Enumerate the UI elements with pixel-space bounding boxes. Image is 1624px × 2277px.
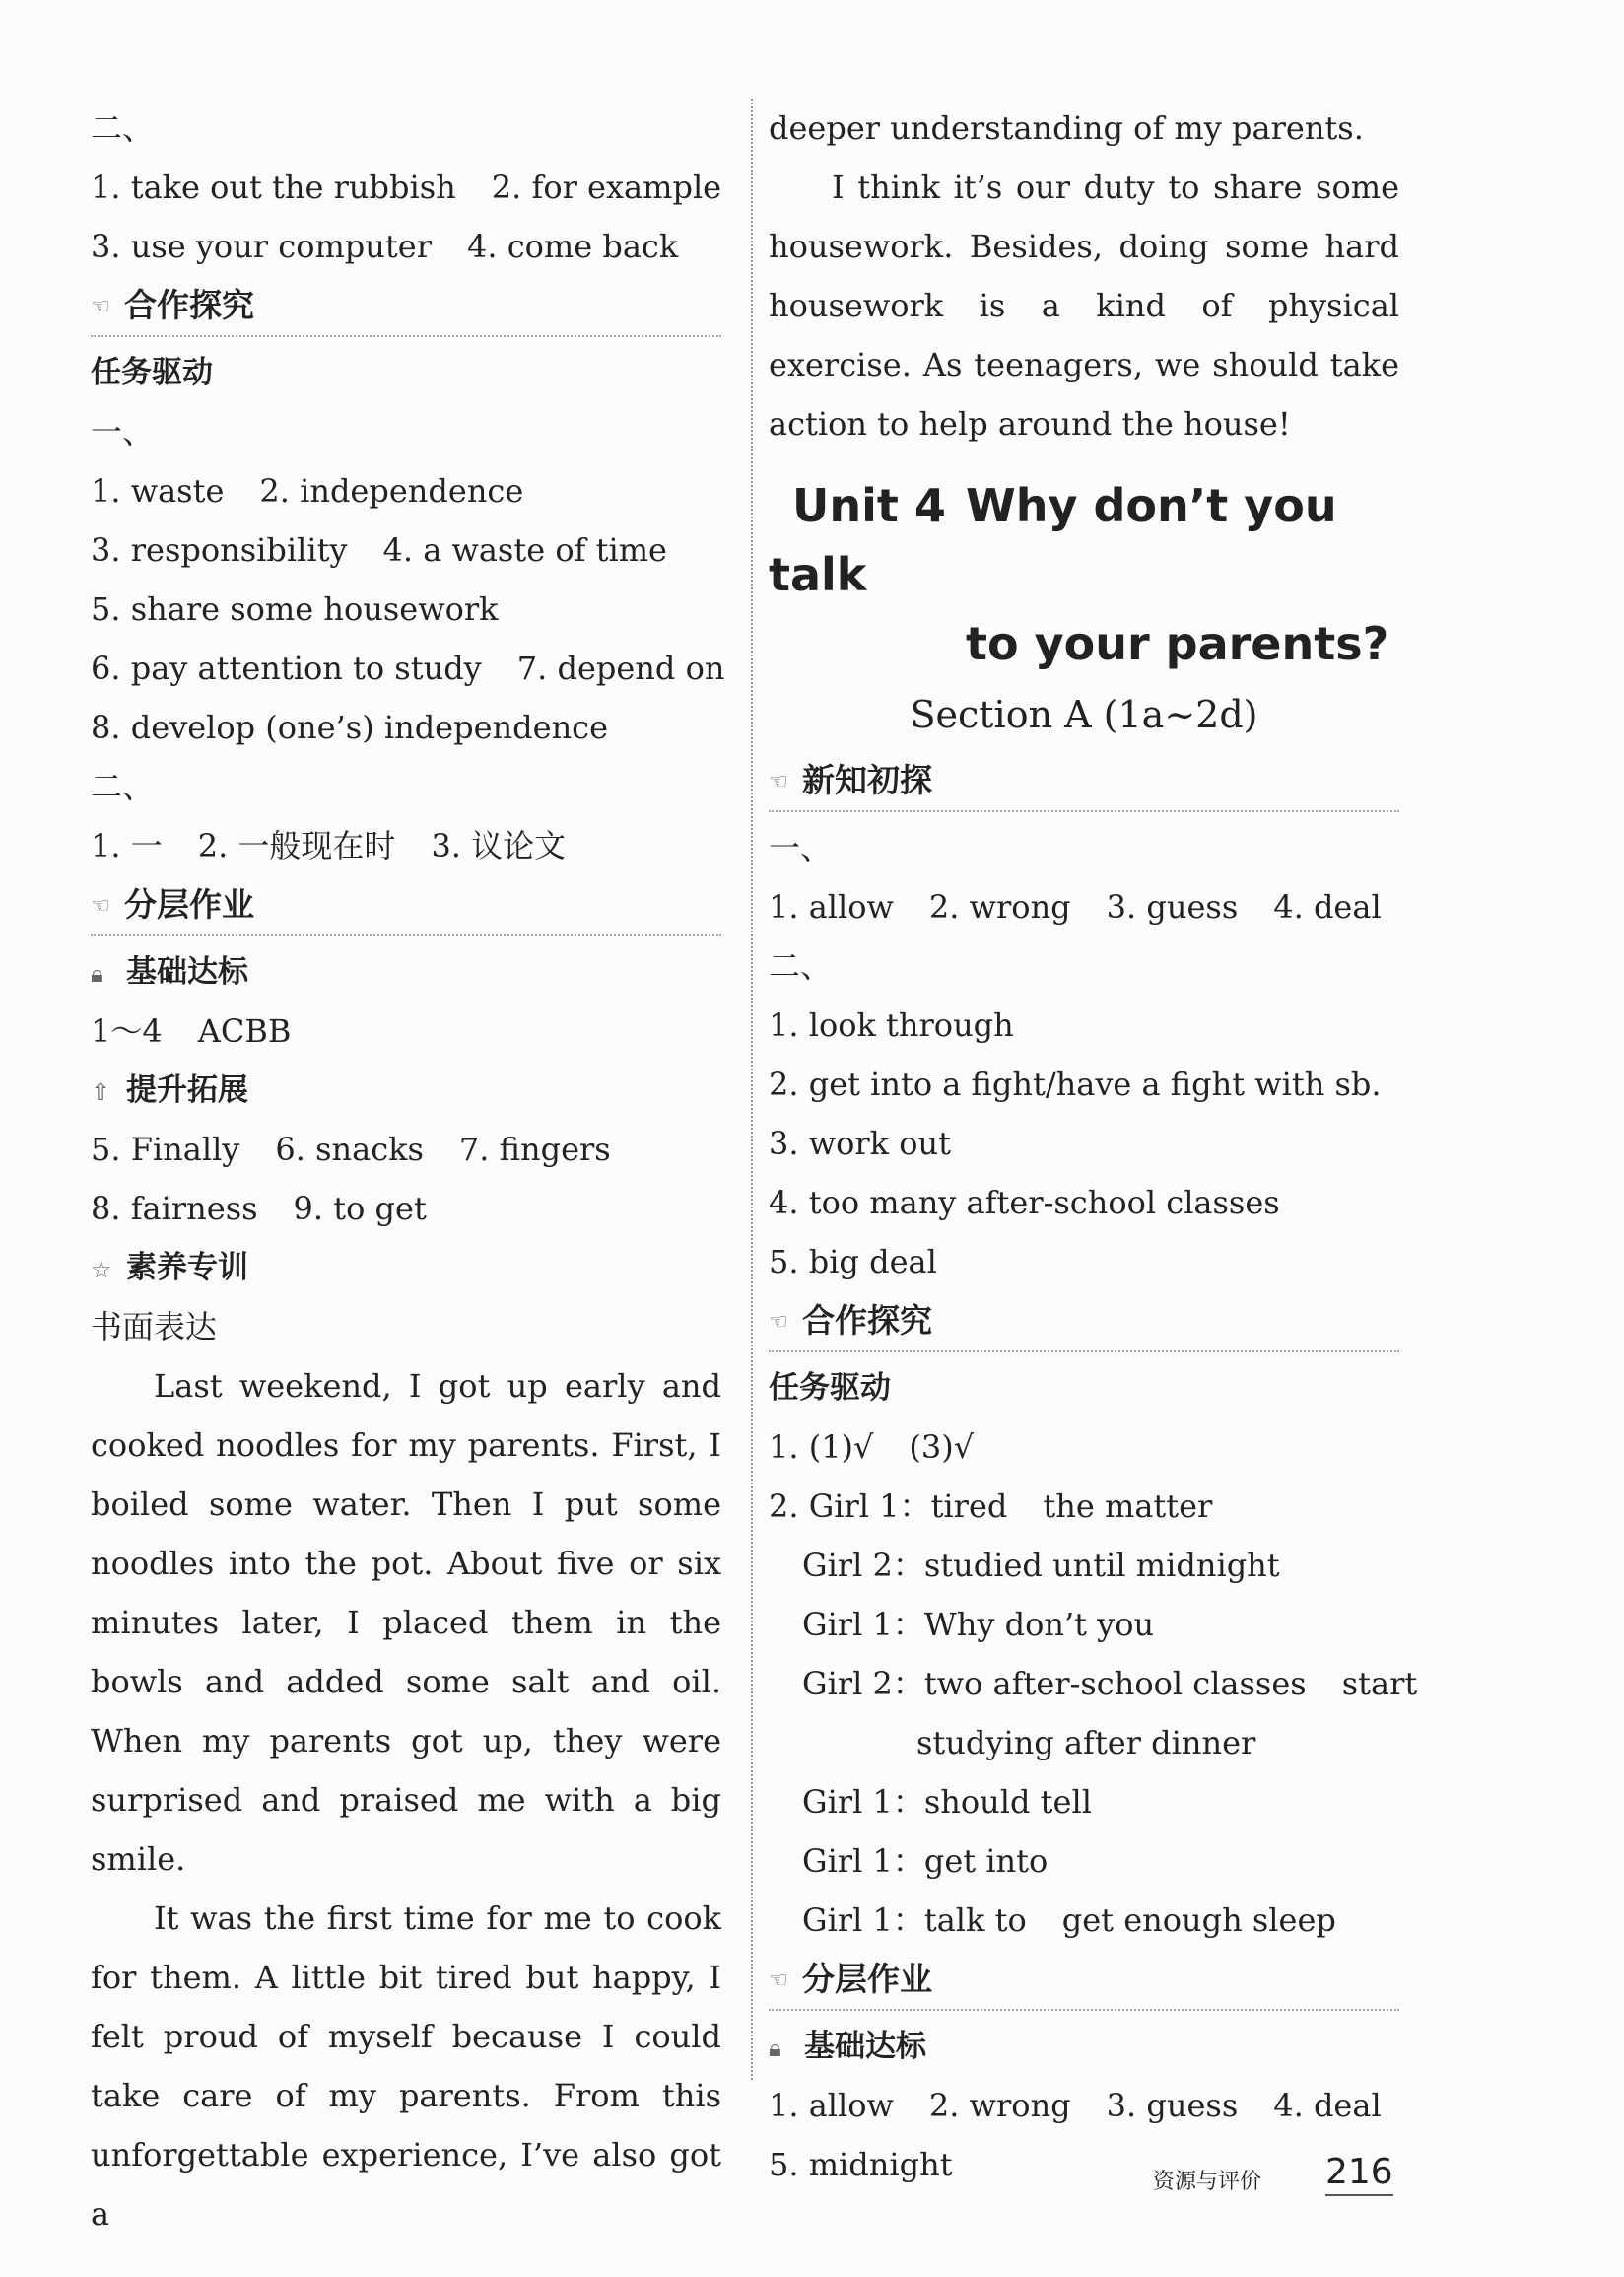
essay-paragraph: It was the first time for me to cook for them. A little bit tired but happy, I felt proud of myself because I could take care of my parents. From this unforgettable experience, I’ve also got a [91, 1899, 721, 2233]
essay-paragraph: Last weekend, I got up early and cooked noodles for my parents. First, I boiled some water. Then I put some noodles into the pot. About five or six minutes later, I placed them in the bowls and added some salt and oil. When my parents got up, they were surprised and praised me with a big smile. [91, 1367, 721, 1878]
answer-line: 5. midnight [769, 2146, 953, 2183]
star-icon: ☆ [91, 1256, 112, 1283]
heading-two: 二、 [91, 768, 155, 805]
answer-line: 5. big deal [769, 1243, 937, 1280]
answer-line: 1. look through [769, 1006, 1014, 1044]
answer-line: 1. waste 2. independence [91, 472, 524, 510]
section-title: Section A (1a~2d) [910, 693, 1258, 736]
dialogue-line: Girl 2：studied until midnight [802, 1547, 1280, 1584]
column-divider [751, 99, 753, 2080]
unit-title: Unit 4 Why don’t you talk to your parents? [769, 479, 1389, 670]
answer-line: 4. too many after-school classes [769, 1184, 1280, 1221]
hand-icon: ☜ [769, 769, 788, 794]
section-heading: ☜ 新知初探 [769, 751, 1399, 812]
lock-icon: 🔒︎ [769, 2035, 781, 2062]
answer-line: 8. develop (one’s) independence [91, 709, 609, 746]
essay-paragraph: I think it’s our duty to share some housework. Besides, doing some hard housework is a kind of physical exercise. As teenagers, we should take action to help around the house! [769, 169, 1399, 443]
answer-line: 3. work out [769, 1125, 951, 1162]
heading-one: 一、 [769, 829, 833, 866]
answer-line: 1～4 ACBB [91, 1012, 292, 1050]
subheading: ⇧ 提升拓展 [91, 1061, 721, 1120]
heading-two: 二、 [91, 109, 155, 147]
answer-line: 1. allow 2. wrong 3. guess 4. deal [769, 888, 1382, 926]
subheading: 🔒︎ 基础达标 [769, 2017, 1399, 2076]
essay-continuation: deeper understanding of my parents. [769, 109, 1364, 147]
dialogue-line: Girl 1：should tell [802, 1783, 1092, 1821]
heading-one: 一、 [91, 413, 155, 450]
answer-line: 3. responsibility 4. a waste of time [91, 531, 667, 569]
dialogue-line: Girl 1：get into [802, 1842, 1049, 1880]
dialogue-line: Girl 1：talk to get enough sleep [802, 1901, 1336, 1939]
right-column [769, 99, 1418, 2194]
writing-label: 书面表达 [91, 1308, 218, 1346]
answer-line: 1. 一 2. 一般现在时 3. 议论文 [91, 827, 567, 864]
answer-line: 8. fairness 9. to get [91, 1190, 427, 1227]
section-heading: ☜ 合作探究 [91, 276, 721, 337]
section-heading: ☜ 分层作业 [769, 1950, 1399, 2011]
subheading: 🔒︎ 基础达标 [91, 942, 721, 1001]
subheading: 任务驱动 [91, 355, 213, 390]
answer-line: 3. use your computer 4. come back [91, 228, 679, 265]
dialogue-line: Girl 1：Why don’t you [802, 1606, 1155, 1643]
heading-two: 二、 [769, 947, 833, 985]
dialogue-line: studying after dinner [916, 1724, 1256, 1761]
hand-icon: ☜ [769, 1967, 788, 1993]
subheading: ☆ 素养专训 [91, 1238, 721, 1297]
dialogue-line: Girl 2：two after-school classes start [802, 1665, 1418, 1702]
arrow-up-icon: ⇧ [91, 1078, 111, 1106]
subheading: 任务驱动 [769, 1370, 891, 1406]
answer-line: 1. take out the rubbish 2. for example [91, 169, 722, 206]
answer-line: 1. (1)√ (3)√ [769, 1428, 975, 1466]
hand-icon: ☜ [769, 1309, 788, 1335]
answer-line: 1. allow 2. wrong 3. guess 4. deal [769, 2087, 1382, 2124]
section-heading: ☜ 分层作业 [91, 875, 721, 936]
hand-icon: ☜ [91, 294, 110, 319]
hand-icon: ☜ [91, 893, 110, 919]
lock-icon: 🔒︎ [91, 960, 103, 988]
answer-line: 2. get into a fight/have a fight with sb. [769, 1066, 1382, 1103]
section-heading: ☜ 合作探究 [769, 1291, 1399, 1352]
answer-line: 5. Finally 6. snacks 7. fingers [91, 1131, 611, 1168]
left-column [91, 99, 725, 2243]
answer-line: 2. Girl 1：tired the matter [769, 1487, 1213, 1525]
answer-line: 5. share some housework [91, 590, 499, 628]
footer-label: 资源与评价 [1153, 2170, 1262, 2194]
page-number: 216 [1325, 2151, 1393, 2196]
answer-line: 6. pay attention to study 7. depend on [91, 650, 725, 687]
